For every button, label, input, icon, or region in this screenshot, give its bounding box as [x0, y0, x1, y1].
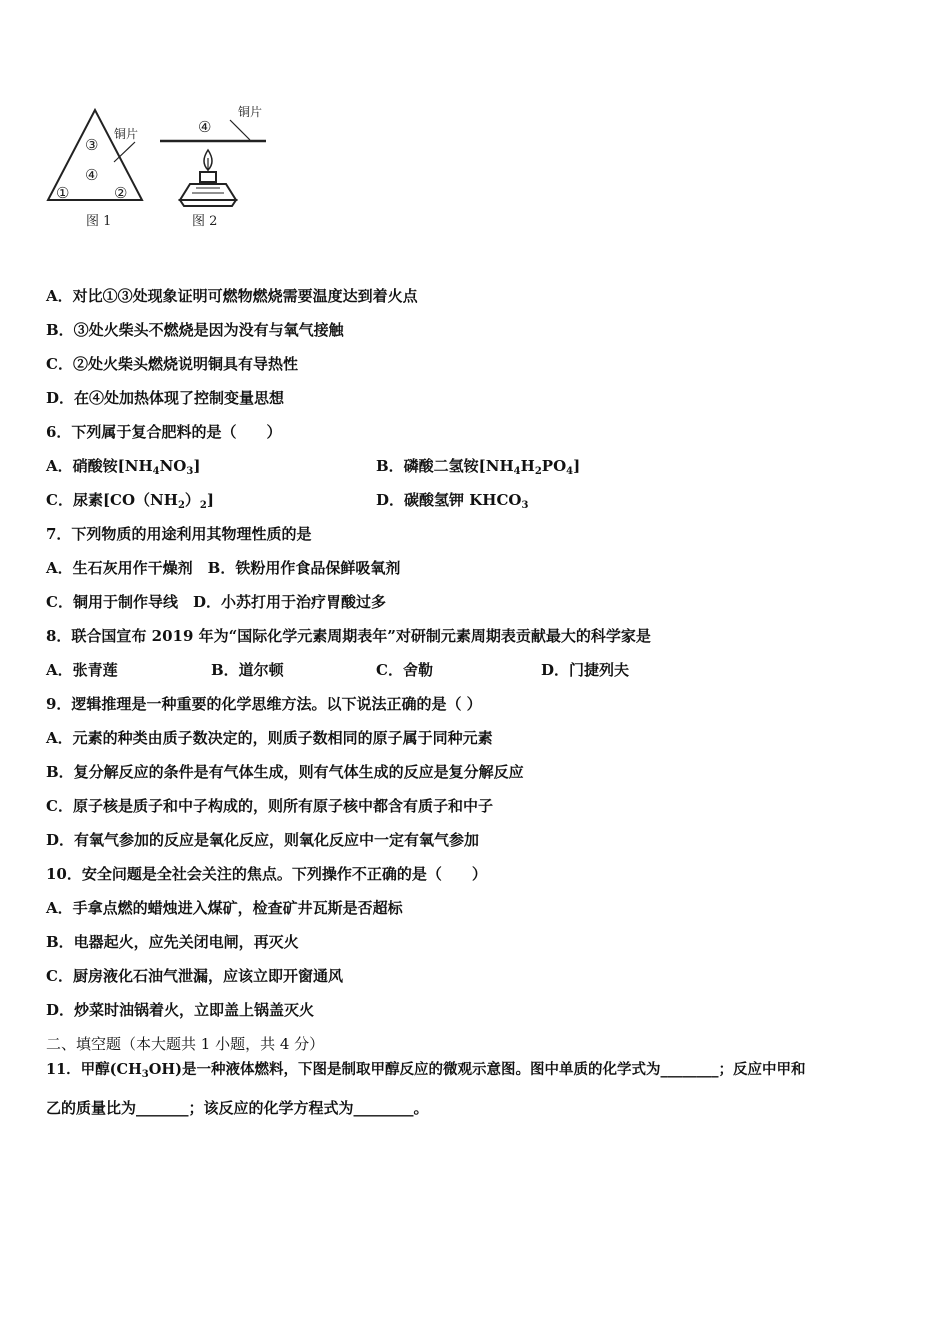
q8-option-b: B．道尔顿 — [211, 661, 284, 679]
q11-line2: 乙的质量比为_______；该反应的化学方程式为________。 — [46, 1099, 429, 1117]
q7-stem: 7．下列物质的用途利用其物理性质的是 — [46, 525, 312, 543]
q5-option-a: A．对比①③处现象证明可燃物燃烧需要温度达到着火点 — [46, 287, 418, 305]
experiment-figure — [40, 100, 280, 235]
fig1-copper-label: 铜片 — [114, 127, 139, 141]
q10-stem: 10．安全问题是全社会关注的焦点。下列操作不正确的是（ ） — [46, 865, 487, 883]
q11-stem: 11．甲醇$(CH_3OH)$是一种液体燃料，下图是制取甲醇反应的微观示意图。图中单质的化学式为________；反应中甲和 — [46, 1061, 806, 1080]
fig2-caption: 图 2 — [192, 214, 218, 229]
figure-2-lamp — [160, 120, 266, 206]
fig1-caption: 图 1 — [86, 214, 112, 229]
q10-option-c: C．厨房液化石油气泄漏，应该立即开窗通风 — [46, 967, 343, 985]
q8-option-d: D．门捷列夫 — [541, 661, 630, 679]
q6-option-c: C．尿素$[CO(NH_2)_2]$ — [46, 491, 214, 511]
q5-option-c: C．②处火柴头燃烧说明铜具有导热性 — [46, 355, 298, 373]
q10-option-b: B．电器起火，应先关闭电闸，再灭火 — [46, 933, 299, 951]
fig1-mark-3: ③ — [85, 136, 99, 154]
fig2-copper-label: 铜片 — [238, 105, 263, 119]
q6-option-a: A．硝酸铵$[NH_4NO_3]$ — [46, 457, 201, 477]
q10-option-d: D．炒菜时油锅着火，立即盖上锅盖灭火 — [46, 1001, 315, 1019]
q9-option-b: B．复分解反应的条件是有气体生成，则有气体生成的反应是复分解反应 — [46, 763, 524, 781]
q6-option-b: B．磷酸二氢铵$[NH_4H_2PO_4]$ — [376, 457, 581, 477]
q8-option-a: A．张青莲 — [46, 661, 118, 679]
q10-option-a: A．手拿点燃的蜡烛进入煤矿，检查矿井瓦斯是否超标 — [46, 899, 403, 917]
q8-stem: 8．联合国宣布 2019 年为“国际化学元素周期表年”对研制元素周期表贡献最大的科学家是 — [46, 627, 651, 645]
q6-option-d: D．碳酸氢钾 $KHCO_3$ — [376, 491, 529, 511]
q6-stem: 6．下列属于复合肥料的是（ ） — [46, 423, 282, 441]
q8-option-c: C．舍勒 — [376, 661, 433, 679]
q9-stem: 9．逻辑推理是一种重要的化学思维方法。以下说法正确的是（ ） — [46, 695, 482, 713]
fig1-mark-2: ② — [114, 184, 128, 202]
fig2-mark-4: ④ — [198, 118, 212, 136]
q5-option-b: B．③处火柴头不燃烧是因为没有与氧气接触 — [46, 321, 344, 339]
q9-option-c: C．原子核是质子和中子构成的，则所有原子核中都含有质子和中子 — [46, 797, 493, 815]
q5-option-d: D．在④处加热体现了控制变量思想 — [46, 389, 285, 407]
q6-options-ab — [46, 456, 926, 476]
q6-options-cd — [46, 490, 926, 510]
q7-options-ab: A．生石灰用作干燥剂 B．铁粉用作食品保鲜吸氧剂 — [46, 559, 401, 577]
fig1-mark-1: ① — [56, 184, 70, 202]
q9-option-d: D．有氧气参加的反应是氧化反应，则氧化反应中一定有氧气参加 — [46, 831, 480, 849]
q9-option-a: A．元素的种类由质子数决定的，则质子数相同的原子属于同种元素 — [46, 729, 493, 747]
section-heading: 二、填空题（本大题共 1 小题，共 4 分） — [46, 1035, 325, 1053]
fig1-mark-4: ④ — [85, 166, 99, 184]
q7-options-cd: C．铜用于制作导线 D．小苏打用于治疗胃酸过多 — [46, 593, 386, 611]
q8-options — [46, 660, 926, 680]
